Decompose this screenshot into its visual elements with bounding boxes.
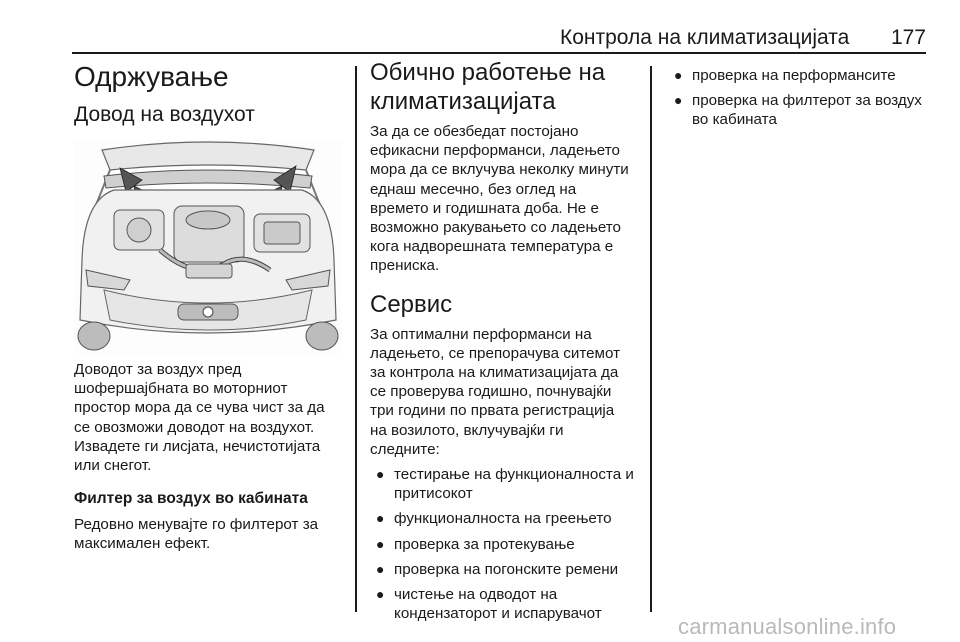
list-item: ● проверка на филтерот за воздух во кабината: [674, 92, 922, 129]
cabin-filter-heading: Филтер за воздух во кабината: [74, 490, 308, 508]
bullet-icon: ●: [376, 560, 385, 577]
list-item: ● чистење на одводот на кондензаторот и испарувачот: [376, 586, 602, 623]
column-divider-1: [355, 66, 357, 612]
section-title: Одржување: [74, 61, 229, 92]
regular-operation-heading: Обично работење на климатизацијата: [370, 59, 606, 115]
bullet-icon: ●: [376, 466, 385, 483]
bullet-icon: ●: [674, 67, 683, 83]
service-checklist-continued: [668, 66, 930, 130]
engine-bay-illustration-icon: [74, 140, 342, 354]
list-item: ● проверка на погонските ремени: [376, 560, 619, 578]
bullet-icon: ●: [376, 510, 385, 527]
column-1: [74, 58, 342, 554]
bullet-icon: ●: [376, 586, 385, 603]
service-paragraph: За оптимални перформанси на ладењето, се препорачува ситемот за контрола на климатизацијата да се проверува годишно, почнувајќи три години по првата регистрација на возилото, вклучувајќи ги следните:: [370, 325, 621, 458]
header-rule: [72, 52, 926, 54]
list-item: ● функционалноста на греењето: [376, 510, 612, 528]
bullet-icon: ●: [674, 92, 683, 109]
list-item: ● тестирање на функционалноста и притисокот: [376, 466, 634, 503]
list-item: ● проверка на перформансите: [674, 67, 896, 84]
air-intake-paragraph: Доводот за воздух пред шофершајбната во моторниот простор мора да се чува чист за да се овозможи доводот на воздухот. Извадете ги лисјата, нечистотијата или снегот.: [74, 361, 325, 475]
cabin-filter-paragraph: Редовно менувајте го филтерот за максимален ефект.: [74, 516, 319, 553]
service-checklist: [370, 465, 634, 623]
list-item: ● проверка за протекување: [376, 535, 575, 553]
column-3: [668, 58, 930, 136]
air-intake-subtitle: Довод на воздухот: [74, 103, 255, 126]
watermark: carmanualsonline.info: [678, 614, 897, 639]
header-title: Контрола на климатизацијата: [560, 26, 850, 49]
column-divider-2: [650, 66, 652, 612]
column-2: [370, 58, 634, 629]
page-header: [560, 26, 926, 52]
service-heading: Сервис: [370, 290, 453, 318]
bullet-icon: ●: [376, 535, 385, 552]
regular-operation-paragraph: За да се обезбедат постојано ефикасни перформанси, ладењето мора да се вклучува неколку минути еднаш месечно, без оглед на времето и годишната доба. Не е возможно ракувањето со ладењето кога надворешната температура е прениска.: [370, 123, 629, 275]
page-number: 177: [890, 26, 926, 49]
